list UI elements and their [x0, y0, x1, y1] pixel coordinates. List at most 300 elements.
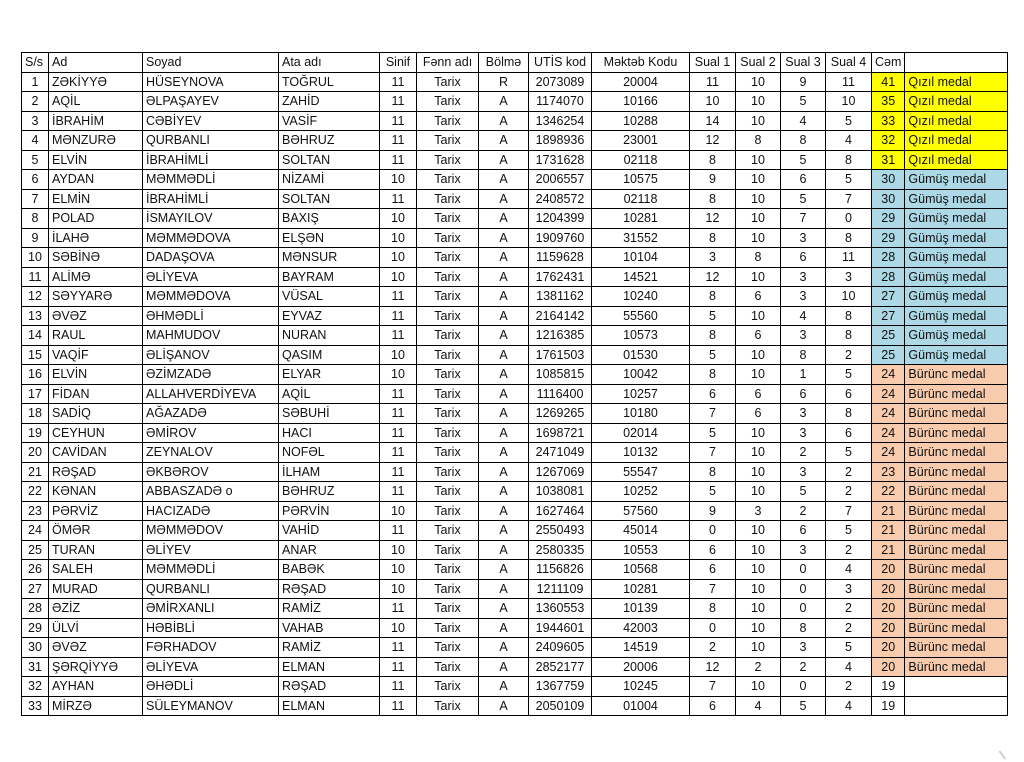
cell-sual-3: 2: [781, 657, 826, 677]
cell-utis-kod: 1211109: [529, 579, 592, 599]
cell-sual-4: 8: [826, 306, 872, 326]
table-body: [22, 72, 1008, 716]
cell-fenn-adi: Tarix: [417, 618, 479, 638]
cell-mekteb-kodu: 10568: [592, 560, 690, 580]
cell-sinif: 10: [380, 501, 417, 521]
cell-soyad: ƏMİRXANLI: [143, 599, 279, 619]
header-ss: S/s: [22, 53, 49, 73]
cell-ata-adi: RƏŞAD: [279, 677, 380, 697]
cell-bolme: A: [479, 638, 529, 658]
cell-fenn-adi: Tarix: [417, 170, 479, 190]
cell-sual-4: 6: [826, 384, 872, 404]
cell-bolme: A: [479, 657, 529, 677]
cell-ata-adi: QASIM: [279, 345, 380, 365]
cell-sual-4: 4: [826, 657, 872, 677]
cell-sual-2: 10: [736, 209, 781, 229]
cell-bolme: A: [479, 540, 529, 560]
cell-cem: 19: [872, 696, 905, 716]
cell-ss: 1: [22, 72, 49, 92]
cell-soyad: ƏLİYEVA: [143, 657, 279, 677]
cell-bolme: A: [479, 150, 529, 170]
cell-ad: FİDAN: [49, 384, 143, 404]
cell-utis-kod: 2852177: [529, 657, 592, 677]
cell-mekteb-kodu: 14521: [592, 267, 690, 287]
cell-mekteb-kodu: 57560: [592, 501, 690, 521]
cell-sual-2: 8: [736, 248, 781, 268]
cell-sinif: 11: [380, 92, 417, 112]
cell-sual-3: 2: [781, 443, 826, 463]
cell-sual-4: 7: [826, 501, 872, 521]
cell-sual-2: 10: [736, 306, 781, 326]
cell-fenn-adi: Tarix: [417, 111, 479, 131]
cell-sual-3: 3: [781, 404, 826, 424]
cell-ss: 31: [22, 657, 49, 677]
cell-sinif: 10: [380, 209, 417, 229]
cell-mekteb-kodu: 02118: [592, 150, 690, 170]
cell-sual-1: 7: [690, 579, 736, 599]
cell-ss: 25: [22, 540, 49, 560]
cell-mekteb-kodu: 10245: [592, 677, 690, 697]
cell-sual-4: 8: [826, 228, 872, 248]
cell-sual-4: 2: [826, 618, 872, 638]
cell-sual-2: 10: [736, 267, 781, 287]
cell-cem: 20: [872, 638, 905, 658]
cell-medal: Bürünc medal: [905, 579, 1008, 599]
cell-fenn-adi: Tarix: [417, 540, 479, 560]
table-row: [22, 443, 1008, 463]
cell-sinif: 10: [380, 248, 417, 268]
table-row: [22, 501, 1008, 521]
cell-fenn-adi: Tarix: [417, 579, 479, 599]
cell-sual-3: 6: [781, 170, 826, 190]
cell-sual-4: 4: [826, 696, 872, 716]
cell-sual-1: 5: [690, 482, 736, 502]
cell-bolme: A: [479, 599, 529, 619]
table-row: [22, 638, 1008, 658]
table-row: [22, 404, 1008, 424]
cell-bolme: A: [479, 267, 529, 287]
cell-mekteb-kodu: 20006: [592, 657, 690, 677]
table-row: [22, 696, 1008, 716]
cell-sual-1: 7: [690, 404, 736, 424]
cell-medal: Bürünc medal: [905, 657, 1008, 677]
cell-cem: 21: [872, 501, 905, 521]
cell-soyad: MƏMMƏDLİ: [143, 560, 279, 580]
cell-ad: AQİL: [49, 92, 143, 112]
cell-medal: Bürünc medal: [905, 540, 1008, 560]
cell-cem: 28: [872, 248, 905, 268]
cell-medal: Gümüş medal: [905, 170, 1008, 190]
cell-sinif: 10: [380, 365, 417, 385]
cell-ata-adi: SƏBUHİ: [279, 404, 380, 424]
cell-utis-kod: 2471049: [529, 443, 592, 463]
cell-bolme: A: [479, 443, 529, 463]
cell-sual-2: 10: [736, 423, 781, 443]
cell-ad: İBRAHİM: [49, 111, 143, 131]
cell-sual-2: 6: [736, 404, 781, 424]
cell-ata-adi: ELŞƏN: [279, 228, 380, 248]
cell-bolme: A: [479, 423, 529, 443]
cell-fenn-adi: Tarix: [417, 287, 479, 307]
cell-cem: 24: [872, 404, 905, 424]
cell-mekteb-kodu: 55547: [592, 462, 690, 482]
cell-medal: Bürünc medal: [905, 560, 1008, 580]
cell-sinif: 10: [380, 579, 417, 599]
cell-utis-kod: 2050109: [529, 696, 592, 716]
cell-sinif: 11: [380, 306, 417, 326]
cell-sual-1: 0: [690, 618, 736, 638]
cell-medal: Gümüş medal: [905, 306, 1008, 326]
cell-fenn-adi: Tarix: [417, 267, 479, 287]
cell-sual-1: 9: [690, 501, 736, 521]
cell-sual-3: 0: [781, 560, 826, 580]
cell-soyad: ƏLPAŞAYEV: [143, 92, 279, 112]
header-mekteb-kodu: Məktəb Kodu: [592, 53, 690, 73]
cell-sual-1: 2: [690, 638, 736, 658]
cell-mekteb-kodu: 10257: [592, 384, 690, 404]
cell-sual-4: 11: [826, 248, 872, 268]
cell-utis-kod: 1269265: [529, 404, 592, 424]
cell-ad: SALEH: [49, 560, 143, 580]
cell-medal: [905, 677, 1008, 697]
cell-medal: Gümüş medal: [905, 345, 1008, 365]
cell-sual-3: 6: [781, 248, 826, 268]
cell-mekteb-kodu: 10281: [592, 579, 690, 599]
cell-medal: Bürünc medal: [905, 618, 1008, 638]
cell-medal: Gümüş medal: [905, 287, 1008, 307]
cell-cem: 31: [872, 150, 905, 170]
cell-fenn-adi: Tarix: [417, 638, 479, 658]
cell-cem: 30: [872, 170, 905, 190]
cell-utis-kod: 1381162: [529, 287, 592, 307]
cell-fenn-adi: Tarix: [417, 443, 479, 463]
cell-soyad: ALLAHVERDİYEVA: [143, 384, 279, 404]
cell-sual-4: 4: [826, 131, 872, 151]
cell-sual-2: 10: [736, 72, 781, 92]
cell-sual-4: 4: [826, 560, 872, 580]
cell-utis-kod: 2073089: [529, 72, 592, 92]
cell-soyad: ƏMİROV: [143, 423, 279, 443]
cell-ss: 33: [22, 696, 49, 716]
cell-cem: 20: [872, 657, 905, 677]
cell-sual-1: 8: [690, 150, 736, 170]
header-sual-4: Sual 4: [826, 53, 872, 73]
cell-bolme: R: [479, 72, 529, 92]
cell-mekteb-kodu: 10252: [592, 482, 690, 502]
cell-ss: 6: [22, 170, 49, 190]
table-row: [22, 306, 1008, 326]
cell-ad: PƏRVİZ: [49, 501, 143, 521]
cell-medal: Qızıl medal: [905, 92, 1008, 112]
cell-sual-3: 3: [781, 287, 826, 307]
cell-mekteb-kodu: 02014: [592, 423, 690, 443]
table-row: [22, 618, 1008, 638]
table-row: [22, 111, 1008, 131]
cell-mekteb-kodu: 31552: [592, 228, 690, 248]
cell-fenn-adi: Tarix: [417, 189, 479, 209]
cell-cem: 23: [872, 462, 905, 482]
cell-bolme: A: [479, 287, 529, 307]
cell-ad: İLAHƏ: [49, 228, 143, 248]
cell-soyad: MƏMMƏDOV: [143, 521, 279, 541]
cell-sual-2: 8: [736, 131, 781, 151]
header-ata-adi: Ata adı: [279, 53, 380, 73]
cell-bolme: A: [479, 306, 529, 326]
cell-sual-4: 10: [826, 92, 872, 112]
cell-soyad: ZEYNALOV: [143, 443, 279, 463]
cell-sinif: 11: [380, 287, 417, 307]
cell-bolme: A: [479, 228, 529, 248]
cell-sual-1: 12: [690, 267, 736, 287]
cell-utis-kod: 1204399: [529, 209, 592, 229]
cell-utis-kod: 1762431: [529, 267, 592, 287]
cell-cem: 24: [872, 384, 905, 404]
cell-cem: 29: [872, 228, 905, 248]
cell-ss: 12: [22, 287, 49, 307]
table-row: [22, 482, 1008, 502]
cell-mekteb-kodu: 42003: [592, 618, 690, 638]
cell-mekteb-kodu: 10240: [592, 287, 690, 307]
cell-sual-1: 8: [690, 326, 736, 346]
cell-bolme: A: [479, 170, 529, 190]
cell-sual-2: 10: [736, 579, 781, 599]
cell-sual-4: 7: [826, 189, 872, 209]
cell-sual-2: 6: [736, 287, 781, 307]
table-row: [22, 131, 1008, 151]
cell-fenn-adi: Tarix: [417, 384, 479, 404]
cell-cem: 27: [872, 306, 905, 326]
cell-bolme: A: [479, 696, 529, 716]
cell-sual-1: 10: [690, 92, 736, 112]
cell-mekteb-kodu: 10180: [592, 404, 690, 424]
cell-cem: 24: [872, 443, 905, 463]
cell-ss: 20: [22, 443, 49, 463]
cell-ss: 5: [22, 150, 49, 170]
cell-ss: 11: [22, 267, 49, 287]
cell-sual-2: 6: [736, 326, 781, 346]
cell-medal: Qızıl medal: [905, 111, 1008, 131]
cell-ata-adi: VAHİD: [279, 521, 380, 541]
cell-fenn-adi: Tarix: [417, 404, 479, 424]
cell-sinif: 10: [380, 540, 417, 560]
header-ad: Ad: [49, 53, 143, 73]
cell-medal: Bürünc medal: [905, 599, 1008, 619]
cell-sinif: 11: [380, 521, 417, 541]
table-row: [22, 326, 1008, 346]
cell-sual-2: 10: [736, 482, 781, 502]
cell-ss: 14: [22, 326, 49, 346]
cell-ata-adi: BAYRAM: [279, 267, 380, 287]
cell-cem: 20: [872, 599, 905, 619]
cell-sual-2: 10: [736, 677, 781, 697]
cell-sual-3: 5: [781, 92, 826, 112]
cell-sual-3: 3: [781, 638, 826, 658]
table-row: [22, 540, 1008, 560]
header-sual-2: Sual 2: [736, 53, 781, 73]
cell-medal: Qızıl medal: [905, 72, 1008, 92]
header-cem: Cəm: [872, 53, 905, 73]
cell-sinif: 11: [380, 72, 417, 92]
cell-sual-4: 6: [826, 423, 872, 443]
cell-mekteb-kodu: 45014: [592, 521, 690, 541]
cell-sual-1: 3: [690, 248, 736, 268]
scan-mark: [999, 742, 1018, 759]
cell-mekteb-kodu: 02118: [592, 189, 690, 209]
cell-fenn-adi: Tarix: [417, 482, 479, 502]
cell-utis-kod: 1085815: [529, 365, 592, 385]
cell-utis-kod: 2580335: [529, 540, 592, 560]
cell-sual-1: 6: [690, 696, 736, 716]
cell-mekteb-kodu: 10166: [592, 92, 690, 112]
cell-bolme: A: [479, 248, 529, 268]
cell-sinif: 11: [380, 443, 417, 463]
cell-sual-3: 7: [781, 209, 826, 229]
cell-medal: Qızıl medal: [905, 131, 1008, 151]
cell-sual-4: 11: [826, 72, 872, 92]
cell-ad: TURAN: [49, 540, 143, 560]
cell-mekteb-kodu: 23001: [592, 131, 690, 151]
cell-medal: Bürünc medal: [905, 404, 1008, 424]
cell-ad: VAQİF: [49, 345, 143, 365]
cell-utis-kod: 1216385: [529, 326, 592, 346]
cell-sual-4: 3: [826, 579, 872, 599]
cell-sual-3: 0: [781, 599, 826, 619]
cell-sual-2: 4: [736, 696, 781, 716]
cell-sual-4: 2: [826, 462, 872, 482]
cell-sual-1: 8: [690, 189, 736, 209]
cell-ss: 23: [22, 501, 49, 521]
cell-sual-2: 3: [736, 501, 781, 521]
cell-medal: Bürünc medal: [905, 384, 1008, 404]
cell-sual-2: 10: [736, 618, 781, 638]
cell-sual-4: 0: [826, 209, 872, 229]
cell-sual-3: 3: [781, 462, 826, 482]
cell-ata-adi: NİZAMİ: [279, 170, 380, 190]
cell-sual-1: 6: [690, 384, 736, 404]
cell-sual-3: 5: [781, 150, 826, 170]
cell-utis-kod: 1909760: [529, 228, 592, 248]
cell-ata-adi: SOLTAN: [279, 150, 380, 170]
cell-sinif: 11: [380, 599, 417, 619]
cell-fenn-adi: Tarix: [417, 365, 479, 385]
cell-ata-adi: BABƏK: [279, 560, 380, 580]
cell-sual-3: 3: [781, 326, 826, 346]
cell-sual-4: 5: [826, 638, 872, 658]
cell-bolme: A: [479, 579, 529, 599]
cell-fenn-adi: Tarix: [417, 131, 479, 151]
cell-ss: 18: [22, 404, 49, 424]
cell-soyad: SÜLEYMANOV: [143, 696, 279, 716]
cell-soyad: AĞAZADƏ: [143, 404, 279, 424]
cell-sual-1: 11: [690, 72, 736, 92]
cell-cem: 33: [872, 111, 905, 131]
cell-ata-adi: ELMAN: [279, 657, 380, 677]
cell-sual-4: 5: [826, 365, 872, 385]
cell-sinif: 11: [380, 482, 417, 502]
cell-mekteb-kodu: 10553: [592, 540, 690, 560]
cell-sual-2: 10: [736, 228, 781, 248]
cell-sual-4: 3: [826, 267, 872, 287]
cell-sual-3: 3: [781, 540, 826, 560]
cell-sual-4: 8: [826, 150, 872, 170]
cell-medal: Gümüş medal: [905, 267, 1008, 287]
cell-ad: RƏŞAD: [49, 462, 143, 482]
cell-cem: 30: [872, 189, 905, 209]
cell-sual-3: 3: [781, 423, 826, 443]
cell-sual-2: 10: [736, 170, 781, 190]
cell-medal: Bürünc medal: [905, 365, 1008, 385]
cell-bolme: A: [479, 209, 529, 229]
cell-ad: SƏYYARƏ: [49, 287, 143, 307]
cell-ss: 2: [22, 92, 49, 112]
cell-sinif: 11: [380, 462, 417, 482]
cell-ss: 21: [22, 462, 49, 482]
cell-ad: ŞƏRQİYYƏ: [49, 657, 143, 677]
cell-ad: ELVİN: [49, 150, 143, 170]
cell-fenn-adi: Tarix: [417, 248, 479, 268]
cell-ata-adi: BƏHRUZ: [279, 131, 380, 151]
cell-soyad: ƏZİMZADƏ: [143, 365, 279, 385]
cell-mekteb-kodu: 14519: [592, 638, 690, 658]
cell-sual-3: 5: [781, 696, 826, 716]
cell-sinif: 10: [380, 267, 417, 287]
cell-sual-1: 12: [690, 131, 736, 151]
cell-medal: Bürünc medal: [905, 501, 1008, 521]
cell-soyad: HACIZADƏ: [143, 501, 279, 521]
cell-fenn-adi: Tarix: [417, 521, 479, 541]
cell-ata-adi: BƏHRUZ: [279, 482, 380, 502]
header-sinif: Sinif: [380, 53, 417, 73]
cell-soyad: MƏMMƏDLİ: [143, 170, 279, 190]
table-row: [22, 267, 1008, 287]
table-row: [22, 170, 1008, 190]
cell-soyad: HÜSEYNOVA: [143, 72, 279, 92]
cell-ata-adi: MƏNSUR: [279, 248, 380, 268]
cell-sual-3: 6: [781, 384, 826, 404]
cell-ad: MURAD: [49, 579, 143, 599]
cell-mekteb-kodu: 10042: [592, 365, 690, 385]
table-row: [22, 189, 1008, 209]
cell-utis-kod: 1159628: [529, 248, 592, 268]
cell-sual-3: 8: [781, 618, 826, 638]
cell-fenn-adi: Tarix: [417, 462, 479, 482]
cell-ss: 8: [22, 209, 49, 229]
cell-mekteb-kodu: 01004: [592, 696, 690, 716]
cell-fenn-adi: Tarix: [417, 599, 479, 619]
cell-soyad: ƏKBƏROV: [143, 462, 279, 482]
cell-sinif: 11: [380, 404, 417, 424]
cell-sual-4: 5: [826, 521, 872, 541]
cell-ss: 19: [22, 423, 49, 443]
cell-fenn-adi: Tarix: [417, 228, 479, 248]
cell-sinif: 11: [380, 657, 417, 677]
cell-ss: 16: [22, 365, 49, 385]
cell-ata-adi: HACI: [279, 423, 380, 443]
cell-utis-kod: 1761503: [529, 345, 592, 365]
cell-ata-adi: VASİF: [279, 111, 380, 131]
cell-sual-1: 8: [690, 462, 736, 482]
cell-ata-adi: ELMAN: [279, 696, 380, 716]
table-row: [22, 599, 1008, 619]
cell-ata-adi: NURAN: [279, 326, 380, 346]
cell-soyad: QURBANLI: [143, 131, 279, 151]
cell-cem: 20: [872, 579, 905, 599]
cell-cem: 21: [872, 540, 905, 560]
cell-sual-4: 10: [826, 287, 872, 307]
cell-medal: Bürünc medal: [905, 482, 1008, 502]
cell-cem: 24: [872, 423, 905, 443]
header-soyad: Soyad: [143, 53, 279, 73]
